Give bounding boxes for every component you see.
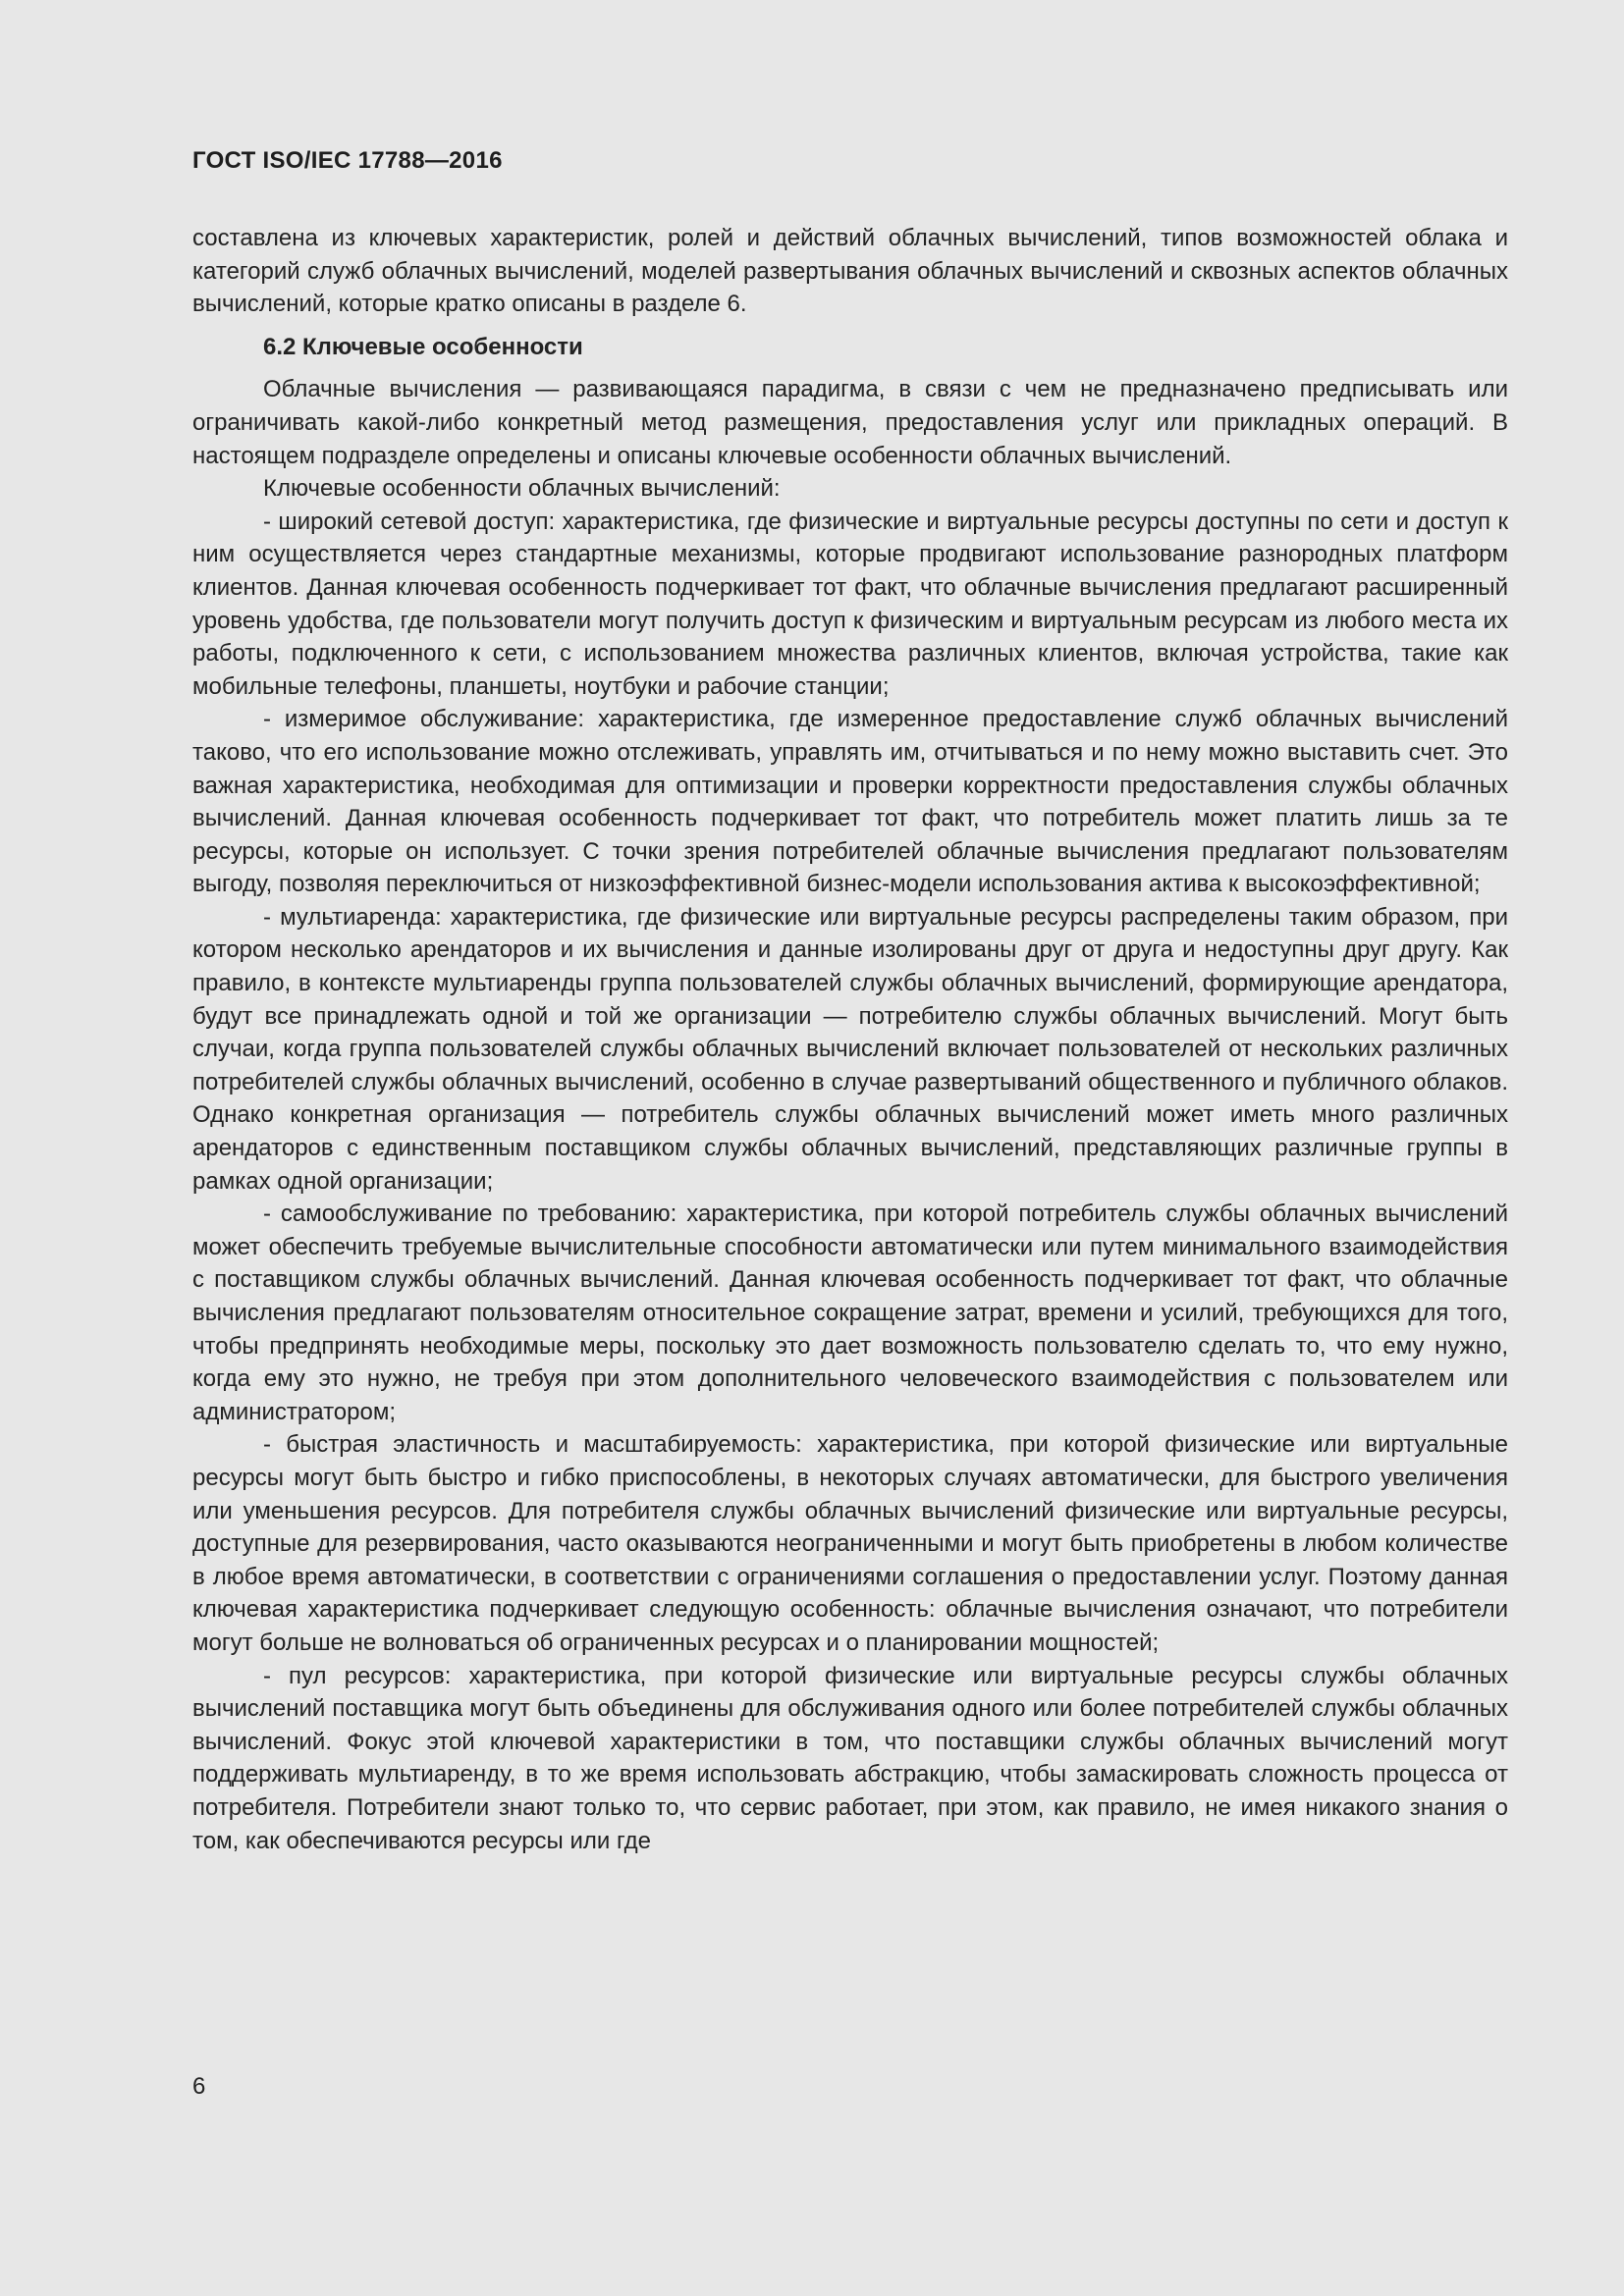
list-item: - измеримое обслуживание: характеристика, где измеренное предоставление служб облачных вычислений таково, что его использование можно отслеживать, управлять им, отчитываться и по нему можно выставить счет. Это важная характеристика, необходимая для оптимизации и проверки корректности предоставления службы облачных вычислений. Данная ключевая особенность подчеркивает тот факт, что потребитель может платить лишь за те ресурсы, которые он использует. С точки зрения потребителей облачные вычисления предлагают пользователям выгоду, позволяя переключиться от низкоэффективной бизнес-модели использования актива к высокоэффективной; xyxy=(192,706,1508,898)
document-body xyxy=(192,222,1508,1857)
list-lead: Ключевые особенности облачных вычислений: xyxy=(263,475,781,503)
document-header-code: ГОСТ ISO/IEC 17788—2016 xyxy=(192,147,503,174)
list-item: - мультиаренда: характеристика, где физические или виртуальные ресурсы распределены таким образом, при котором несколько арендаторов и их вычисления и данные изолированы друг от друга и недоступны друг другу. Как правило, в контексте мультиаренды группа пользователей службы облачных вычислений, формирующие арендатора, будут все принадлежать одной и той же организации — потребителю службы облачных вычислений. Могут быть случаи, когда группа пользователей службы облачных вычислений включает пользователей от нескольких различных потребителей службы облачных вычислений, особенно в случае развертываний общественного и публичного облаков. Однако конкретная организация — потребитель службы облачных вычислений может иметь много различных арендаторов с единственным поставщиком службы облачных вычислений, представляющих различные группы в рамках одной организации; xyxy=(192,903,1508,1195)
intro-paragraph: Облачные вычисления — развивающаяся парадигма, в связи с чем не предназначено предписывать или ограничивать какой-либо конкретный метод размещения, предоставления услуг или прикладных операций. В настоящем подразделе определены и описаны ключевые особенности облачных вычислений. xyxy=(192,376,1508,469)
list-item: - пул ресурсов: характеристика, при которой физические или виртуальные ресурсы службы облачных вычислений поставщика могут быть объединены для обслуживания одного или более потребителей службы облачных вычислений. Фокус этой ключевой характеристики в том, что поставщики службы облачных вычислений могут поддерживать мультиаренду, в то же время использовать абстракцию, чтобы замаскировать сложность процесса от потребителя. Потребители знают только то, что сервис работает, при этом, как правило, не имея никакого знания о том, как обеспечиваются ресурсы или где xyxy=(192,1662,1508,1854)
list-item: - самообслуживание по требованию: характеристика, при которой потребитель службы облачных вычислений может обеспечить требуемые вычислительные способности автоматически или путем минимального взаимодействия с поставщиком службы облачных вычислений. Данная ключевая особенность подчеркивает тот факт, что облачные вычисления предлагают пользователям относительное сокращение затрат, времени и усилий, требующихся для того, чтобы предпринять необходимые меры, поскольку это дает возможность пользователю сделать то, что ему нужно, когда ему это нужно, не требуя при этом дополнительного человеческого взаимодействия с пользователем или администратором; xyxy=(192,1201,1508,1425)
page-number: 6 xyxy=(192,2073,206,2100)
continuation-paragraph: составлена из ключевых характеристик, ролей и действий облачных вычислений, типов возможностей облака и категорий служб облачных вычислений, моделей развертывания облачных вычислений и сквозных аспектов облачных вычислений, которые кратко описаны в разделе 6. xyxy=(192,225,1508,318)
list-item: - быстрая эластичность и масштабируемость: характеристика, при которой физические или виртуальные ресурсы могут быть быстро и гибко приспособлены, в некоторых случаях автоматически, для быстрого увеличения или уменьшения ресурсов. Для потребителя службы облачных вычислений физические или виртуальные ресурсы, доступные для резервирования, часто оказываются неограниченными и могут быть приобретены в любом количестве в любое время автоматически, в соответствии с ограничениями соглашения о предоставлении услуг. Поэтому данная ключевая характеристика подчеркивает следующую особенность: облачные вычисления означают, что потребители могут больше не волноваться об ограниченных ресурсах и о планировании мощностей; xyxy=(192,1431,1508,1656)
section-heading: 6.2 Ключевые особенности xyxy=(263,333,583,360)
list-item: - широкий сетевой доступ: характеристика, где физические и виртуальные ресурсы доступны по сети и доступ к ним осуществляется через стандартные механизмы, которые продвигают использование разнородных платформ клиентов. Данная ключевая особенность подчеркивает тот факт, что облачные вычисления предлагают расширенный уровень удобства, где пользователи могут получить доступ к физическим и виртуальным ресурсам из любого места их работы, подключенного к сети, с использованием множества различных клиентов, включая устройства, такие как мобильные телефоны, планшеты, ноутбуки и рабочие станции; xyxy=(192,507,1508,700)
